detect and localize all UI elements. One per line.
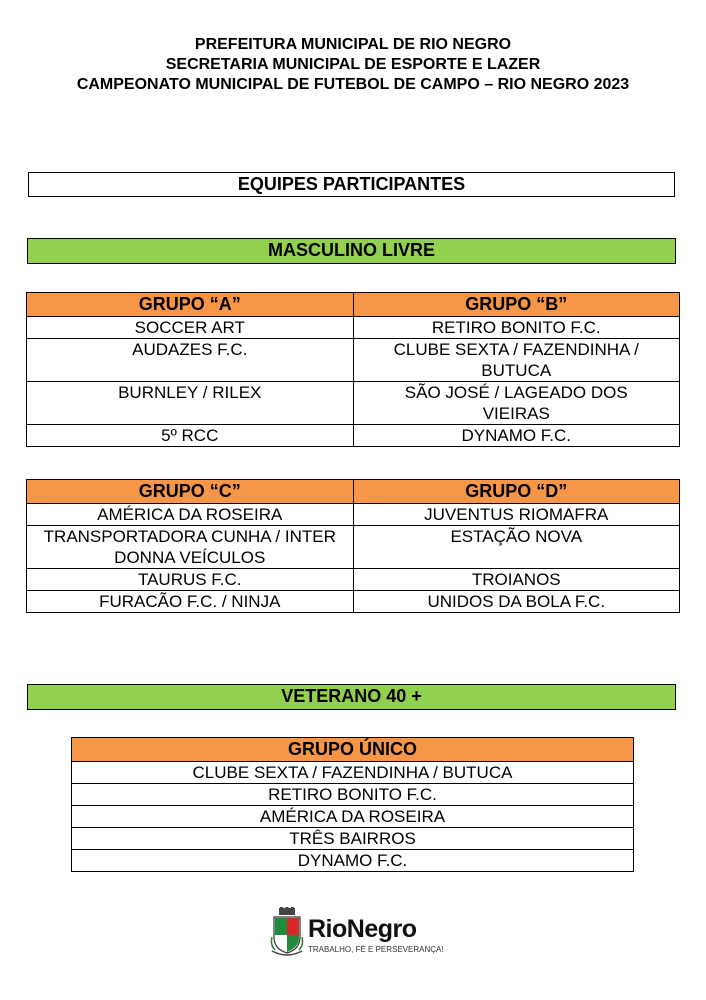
header-line-2: SECRETARIA MUNICIPAL DE ESPORTE E LAZER	[165, 56, 541, 73]
team-cell: AMÉRICA DA ROSEIRA	[27, 504, 354, 526]
team-cell: TRÊS BAIRROS	[72, 828, 634, 850]
team-cell: JUVENTUS RIOMAFRA	[353, 504, 680, 526]
table-header-row	[27, 480, 680, 504]
table-row	[27, 317, 680, 339]
rio-negro-logo	[270, 907, 444, 963]
table-row	[27, 504, 680, 526]
team-cell: CLUBE SEXTA / FAZENDINHA / BUTUCA	[353, 339, 680, 382]
team-cell: SOCCER ART	[27, 317, 354, 339]
table-row	[72, 850, 634, 872]
category-masculino-livre: MASCULINO LIVRE	[27, 238, 676, 264]
category-veterano: VETERANO 40 +	[27, 684, 676, 710]
group-unico-table	[71, 737, 634, 872]
table-row	[27, 339, 680, 382]
groups-table-c-d	[26, 479, 680, 613]
table-row	[27, 425, 680, 447]
table-row	[72, 828, 634, 850]
team-cell: BURNLEY / RILEX	[27, 382, 354, 425]
table-row	[27, 526, 680, 569]
header-line-3: CAMPEONATO MUNICIPAL DE FUTEBOL DE CAMPO – RIO NEGRO 2023	[76, 76, 630, 93]
table-row	[27, 591, 680, 613]
logo-slogan: TRABALHO, FÉ E PERSEVERANÇA!	[308, 945, 444, 954]
team-cell: DYNAMO F.C.	[353, 425, 680, 447]
team-cell: SÃO JOSÉ / LAGEADO DOS VIEIRAS	[353, 382, 680, 425]
group-unico-header: GRUPO ÚNICO	[72, 738, 634, 762]
logo-brand-text: RioNegro	[308, 915, 417, 943]
team-cell: CLUBE SEXTA / FAZENDINHA / BUTUCA	[72, 762, 634, 784]
team-cell: FURACÃO F.C. / NINJA	[27, 591, 354, 613]
table-row	[72, 784, 634, 806]
section-title: EQUIPES PARTICIPANTES	[28, 172, 675, 197]
group-d-header: GRUPO “D”	[353, 480, 680, 504]
coat-of-arms-icon	[270, 907, 304, 959]
table-row	[27, 569, 680, 591]
team-cell: AUDAZES F.C.	[27, 339, 354, 382]
group-a-header: GRUPO “A”	[27, 293, 354, 317]
team-cell: ESTAÇÃO NOVA	[353, 526, 680, 569]
team-cell: AMÉRICA DA ROSEIRA	[72, 806, 634, 828]
document-header	[0, 35, 706, 95]
group-b-header: GRUPO “B”	[353, 293, 680, 317]
header-line-1: PREFEITURA MUNICIPAL DE RIO NEGRO	[194, 36, 512, 53]
table-row	[72, 806, 634, 828]
table-row	[27, 382, 680, 425]
team-cell: DYNAMO F.C.	[72, 850, 634, 872]
team-cell: 5º RCC	[27, 425, 354, 447]
team-cell: TRANSPORTADORA CUNHA / INTER DONNA VEÍCULOS	[27, 526, 354, 569]
group-c-header: GRUPO “C”	[27, 480, 354, 504]
team-cell: RETIRO BONITO F.C.	[353, 317, 680, 339]
table-header-row	[72, 738, 634, 762]
team-cell: UNIDOS DA BOLA F.C.	[353, 591, 680, 613]
team-cell: TAURUS F.C.	[27, 569, 354, 591]
team-cell: TROIANOS	[353, 569, 680, 591]
team-cell: RETIRO BONITO F.C.	[72, 784, 634, 806]
table-header-row	[27, 293, 680, 317]
groups-table-a-b	[26, 292, 680, 447]
table-row	[72, 762, 634, 784]
